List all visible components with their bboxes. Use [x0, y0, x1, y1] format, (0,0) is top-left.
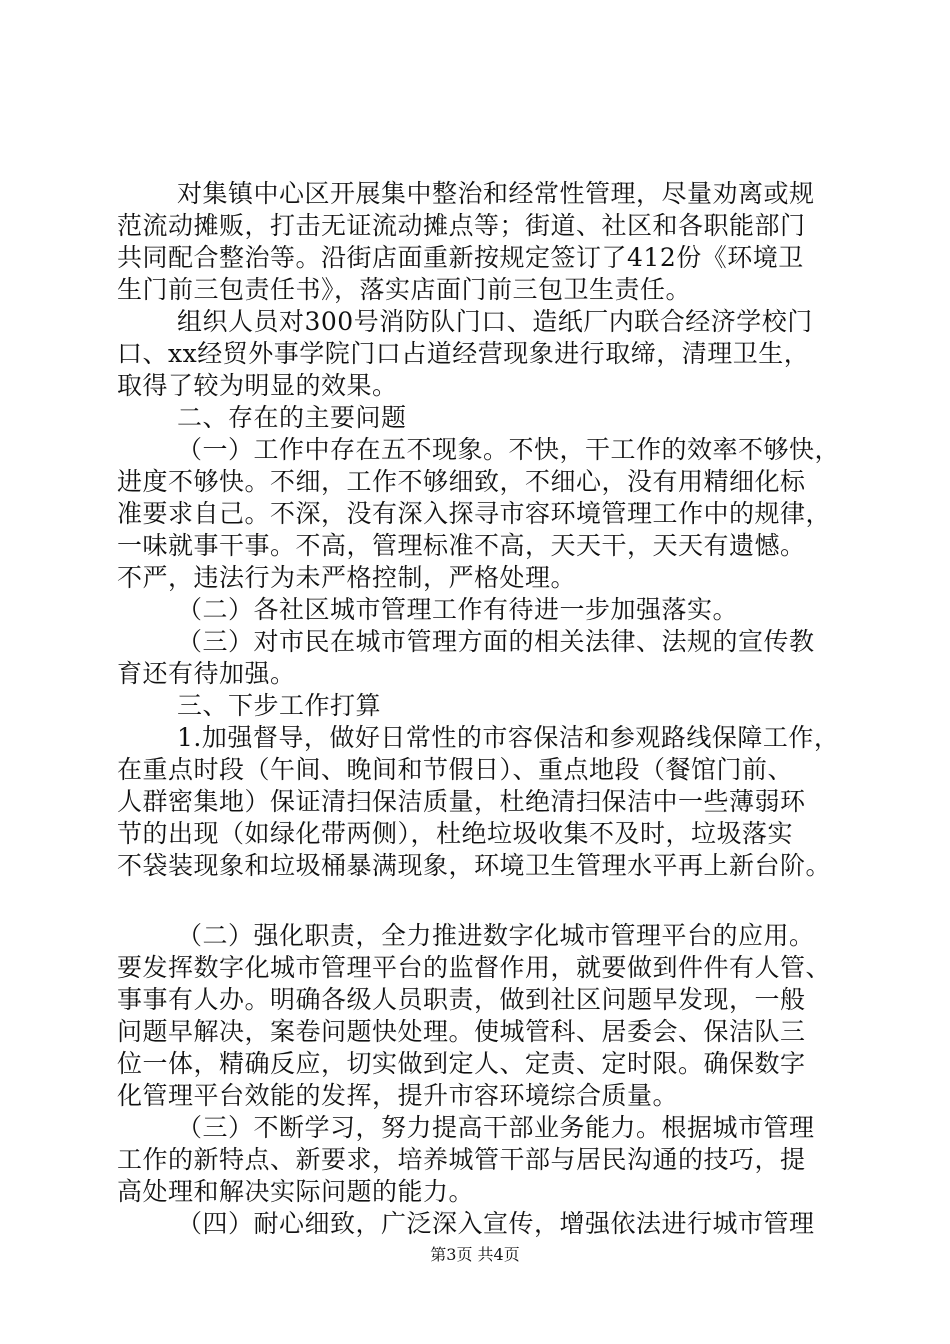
paragraph-line: （一）工作中存在五不现象。不快，干工作的效率不够快，: [177, 435, 841, 464]
paragraph-line: 问题早解决，案卷问题快处理。使城管科、居委会、保洁队三: [117, 1017, 806, 1046]
paragraph-line: 人群密集地）保证清扫保洁质量，杜绝清扫保洁中一些薄弱环: [117, 787, 806, 816]
section-heading: 三、下步工作打算: [177, 691, 382, 720]
paragraph-line: 进度不够快。不细，工作不够细致，不细心，没有用精细化标: [117, 467, 806, 496]
paragraph-line: 生门前三包责任书》，落实店面门前三包卫生责任。: [117, 275, 692, 304]
paragraph-line: 在重点时段（午间、晚间和节假日）、重点地段（餐馆门前、: [117, 755, 794, 784]
paragraph-line: （二）各社区城市管理工作有待进一步加强落实。: [177, 595, 739, 624]
blank-line: [117, 882, 837, 920]
paragraph-line: 取得了较为明显的效果。: [117, 371, 398, 400]
paragraph-line: （三）对市民在城市管理方面的相关法律、法规的宣传教: [177, 627, 815, 656]
paragraph-line: （四）耐心细致，广泛深入宣传，增强依法进行城市管理: [177, 1209, 815, 1238]
paragraph-line: 要发挥数字化城市管理平台的监督作用，就要做到件件有人管、: [117, 953, 832, 982]
paragraph-line: 共同配合整治等。沿街店面重新按规定签订了412份《环境卫: [117, 243, 804, 272]
paragraph-line: 位一体，精确反应，切实做到定人、定责、定时限。确保数字: [117, 1049, 806, 1078]
paragraph-line: 高处理和解决实际问题的能力。: [117, 1177, 475, 1206]
paragraph-line: 不袋装现象和垃圾桶暴满现象，环境卫生管理水平再上新台阶。: [117, 851, 832, 880]
paragraph-line: 范流动摊贩，打击无证流动摊点等；街道、社区和各职能部门: [117, 211, 806, 240]
paragraph-line: 准要求自己。不深，没有深入探寻市容环境管理工作中的规律，: [117, 499, 832, 528]
paragraph-line: 对集镇中心区开展集中整治和经常性管理，尽量劝离或规: [177, 179, 815, 208]
section-heading: 二、存在的主要问题: [177, 403, 407, 432]
paragraph-line: 工作的新特点、新要求，培养城管干部与居民沟通的技巧，提: [117, 1145, 806, 1174]
paragraph-line: 化管理平台效能的发挥，提升市容环境综合质量。: [117, 1081, 679, 1110]
paragraph-line: 节的出现（如绿化带两侧），杜绝垃圾收集不及时，垃圾落实: [117, 819, 794, 848]
paragraph-line: （三）不断学习，努力提高干部业务能力。根据城市管理: [177, 1113, 815, 1142]
page-number-footer: 第3页 共4页: [430, 1245, 520, 1264]
paragraph-line: （二）强化职责，全力推进数字化城市管理平台的应用。: [177, 921, 815, 950]
paragraph-line: 组织人员对300号消防队门口、造纸厂内联合经济学校门: [177, 307, 813, 336]
paragraph-line: 事事有人办。明确各级人员职责，做到社区问题早发现，一般: [117, 985, 806, 1014]
paragraph-line: 育还有待加强。: [117, 659, 296, 688]
paragraph-line: 一味就事干事。不高，管理标准不高，天天干，天天有遗憾。: [117, 531, 806, 560]
document-body: [117, 178, 841, 1240]
paragraph-line: 不严，违法行为未严格控制，严格处理。: [117, 563, 577, 592]
paragraph-line: 口、xx经贸外事学院门口占道经营现象进行取缔，清理卫生，: [117, 339, 810, 368]
paragraph-line: 1.加强督导，做好日常性的市容保洁和参观路线保障工作，: [177, 723, 840, 752]
